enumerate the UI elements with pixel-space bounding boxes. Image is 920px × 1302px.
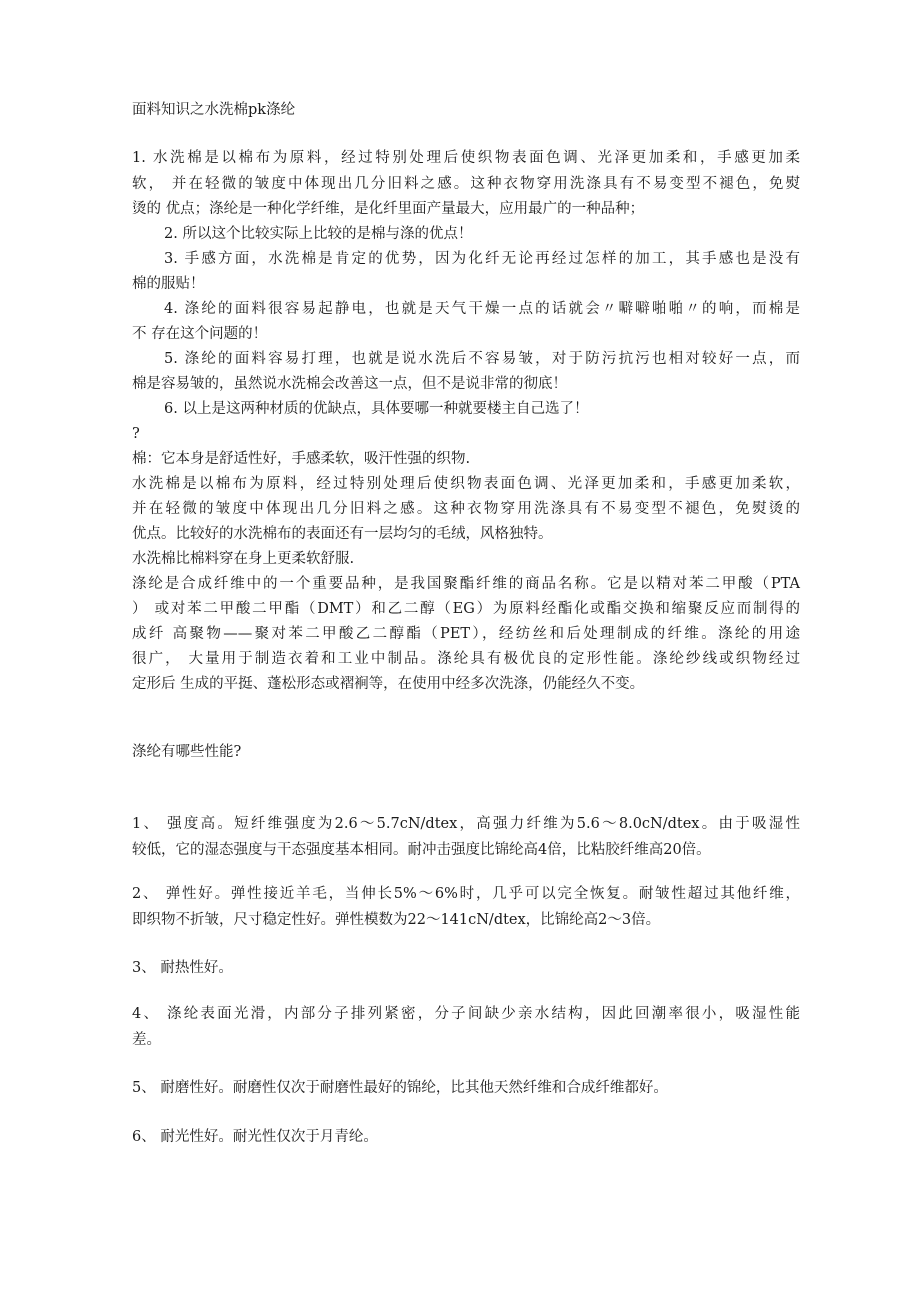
paragraph-line: 水洗棉比棉料穿在身上更柔软舒服. <box>132 551 355 567</box>
paragraph-line: 棉的服贴！ <box>132 276 205 292</box>
paragraph-line: ） 或对苯二甲酸二甲酯（DMT）和乙二醇（EG）为原料经酯化或酯交换和缩聚反应而制得的 <box>132 601 800 617</box>
page-title: 面料知识之水洗棉pk涤纶 <box>132 102 296 118</box>
paragraph-line: 定形后 生成的平挺、蓬松形态或褶裥等，在使用中经多次洗涤，仍能经久不变。 <box>132 676 645 692</box>
list-item-line: 6、 耐光性好。耐光性仅次于月青纶。 <box>132 1129 378 1145</box>
list-item-line: 2、 弹性好。弹性接近羊毛，当伸长5%～6%时，几乎可以完全恢复。耐皱性超过其他纤维， <box>132 886 800 902</box>
paragraph-line: 2. 所以这个比较实际上比较的是棉与涤的优点！ <box>164 226 473 242</box>
paragraph-line: 烫的 优点；涤纶是一种化学纤维，是化纤里面产量最大，应用最广的一种品种； <box>132 201 645 217</box>
paragraph-line: 成纤 高聚物——聚对苯二甲酸乙二醇酯（PET），经纺丝和后处理制成的纤维。涤纶的用途 <box>132 626 800 642</box>
paragraph-line: 涤纶是合成纤维中的一个重要品种，是我国聚酯纤维的商品名称。它是以精对苯二甲酸（PTA <box>132 576 800 592</box>
list-item-line: 4、 涤纶表面光滑，内部分子排列紧密，分子间缺少亲水结构，因此回潮率很小，吸湿性能 <box>132 1006 800 1022</box>
paragraph-line: 4. 涤纶的面料很容易起静电，也就是天气干燥一点的话就会〃噼噼啪啪〃的响，而棉是 <box>164 301 800 317</box>
paragraph-line: ? <box>132 426 140 442</box>
paragraph-line: 水洗棉是以棉布为原料，经过特别处理后使织物表面色调、光泽更加柔和，手感更加柔软， <box>132 476 800 492</box>
paragraph-line: 棉是容易皱的，虽然说水洗棉会改善这一点，但不是说非常的彻底！ <box>132 376 567 392</box>
paragraph-line: 1. 水洗棉是以棉布为原料，经过特别处理后使织物表面色调、光泽更加柔和，手感更加柔 <box>132 150 800 166</box>
list-item-line: 3、 耐热性好。 <box>132 960 233 976</box>
list-item-line: 1、 强度高。短纤维强度为2.6～5.7cN/dtex，高强力纤维为5.6～8.0cN/dtex。由于吸湿性 <box>132 816 800 832</box>
paragraph-line: 很广， 大量用于制造衣着和工业中制品。涤纶具有极优良的定形性能。涤纶纱线或织物经过 <box>132 651 800 667</box>
paragraph-line: 软， 并在轻微的皱度中体现出几分旧料之感。这种衣物穿用洗涤具有不易变型不褪色，免熨 <box>132 176 800 192</box>
list-item-line: 较低，它的湿态强度与干态强度基本相同。耐冲击强度比锦纶高4倍，比粘胶纤维高20倍。 <box>132 842 711 858</box>
list-item-line: 即织物不折皱，尺寸稳定性好。弹性模数为22～141cN/dtex，比锦纶高2～3倍。 <box>132 912 661 928</box>
paragraph-line: 3. 手感方面，水洗棉是肯定的优势，因为化纤无论再经过怎样的加工，其手感也是没有 <box>164 251 800 267</box>
paragraph-line: 棉：它本身是舒适性好，手感柔软，吸汗性强的织物. <box>132 451 471 467</box>
paragraph-line: 优点。比较好的水洗棉布的表面还有一层均匀的毛绒，风格独特。 <box>132 526 553 542</box>
list-item-line: 5、 耐磨性好。耐磨性仅次于耐磨性最好的锦纶，比其他天然纤维和合成纤维都好。 <box>132 1080 668 1096</box>
section-heading: 涤纶有哪些性能? <box>132 744 242 760</box>
paragraph-line: 6. 以上是这两种材质的优缺点，具体要哪一种就要楼主自己选了！ <box>164 401 589 417</box>
list-item-line: 差。 <box>132 1032 161 1048</box>
paragraph-line: 不 存在这个问题的！ <box>132 326 268 342</box>
paragraph-line: 并在轻微的皱度中体现出几分旧料之感。这种衣物穿用洗涤具有不易变型不褪色，免熨烫的 <box>132 501 800 517</box>
paragraph-line: 5. 涤纶的面料容易打理，也就是说水洗后不容易皱，对于防污抗污也相对较好一点，而 <box>164 351 800 367</box>
